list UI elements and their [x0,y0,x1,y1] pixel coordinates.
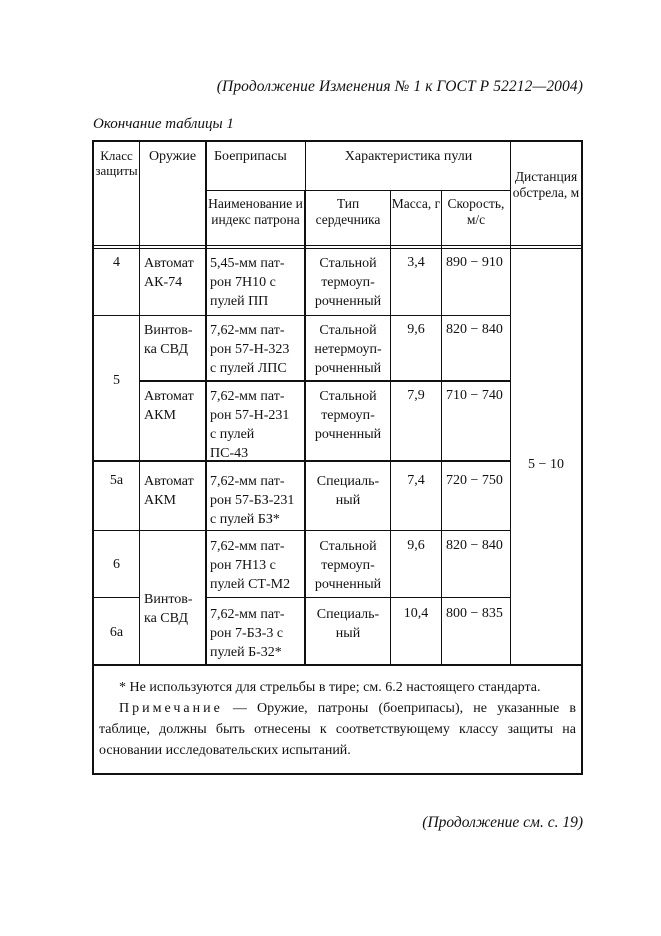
cell-speed-row6: 820 − 840 [446,538,503,553]
text-line: термоуп- [321,558,375,573]
page-header-note: (Продолжение Изменения № 1 к ГОСТ Р 52212—2004) [216,78,583,95]
cell-ammo-57n231 [207,387,304,463]
cell-weapon-svd-merged [144,590,206,628]
text-line: рочненный [314,294,382,309]
text-line: 7,62-мм пат- [210,389,285,404]
cell-mass-row5-akm: 7,9 [407,388,425,403]
text-line: рон 57-Н-231 [210,408,290,423]
cell-core-row4 [306,254,390,311]
cell-core-row5a [306,472,390,510]
header-subdivider [205,190,511,191]
cell-mass-row6a: 10,4 [403,606,429,621]
cell-class-6a: 6а [109,625,124,640]
text-line: Винтов- [144,592,193,607]
table-caption: Окончание таблицы 1 [93,116,234,132]
text-line: 7,62-мм пат- [210,323,285,338]
cell-weapon-svd-row5 [144,321,206,359]
header-ammo-name: Наименование и индекс патрона [208,196,303,227]
cell-speed-row5a: 720 − 750 [446,473,503,488]
cell-core-row6 [306,537,390,594]
cell-weapon-akm-row5 [144,387,206,425]
text-line: ПС-43 [210,446,249,461]
text-line: рон 7Н10 с [210,275,276,290]
header-class: Класс защиты [95,148,138,178]
cell-core-row6a [306,605,390,643]
cell-mass-row4: 3,4 [407,255,425,270]
text-line: Автомат [144,256,194,271]
row-sep-2 [139,380,511,382]
text-line: Стальной [319,256,377,271]
cell-weapon-akm-row5a [144,472,206,510]
text-line: с пулей [210,427,255,442]
text-line: термоуп- [321,408,375,423]
cell-class-6: 6 [113,557,120,572]
cell-ammo-7n13 [207,537,304,594]
text-line: ка СВД [144,342,188,357]
text-line: 7,62-мм пат- [210,474,285,489]
cell-ammo-57bz231 [207,472,304,529]
footnote-asterisk: * Не используются для стрельбы в тире; см. 6.2 настоящего стандарта. [119,680,541,695]
text-line: с пулей БЗ* [210,512,280,527]
cell-ammo-57n323 [207,321,304,378]
row-sep-5b [205,597,511,598]
cell-core-row5-akm [306,387,390,444]
text-line: Автомат [144,474,194,489]
header-speed: Скорость, м/с [447,196,505,227]
text-line: 5,45-мм пат- [210,256,285,271]
text-line: Стальной [319,389,377,404]
cell-core-row5-svd [306,321,390,378]
table-border-right [581,140,583,775]
cell-mass-row6: 9,6 [407,538,425,553]
text-line: рон 7-БЗ-3 с [210,626,284,641]
row-sep-1 [92,315,511,316]
text-line: рочненный [314,577,382,592]
table-body-bottom [92,664,583,666]
footnote-note [99,698,576,761]
text-line: рочненный [314,427,382,442]
cell-mass-row5-svd: 9,6 [407,322,425,337]
cell-distance-merged: 5 − 10 [528,457,564,472]
header-mass: Масса, г [391,196,441,211]
text-line: пулей ПП [210,294,269,309]
row-sep-5a [92,597,139,598]
text-line: рон 57-Н-323 [210,342,290,357]
text-line: Специаль- [316,607,380,622]
text-line: Специаль- [316,474,380,489]
header-bullet-characteristics: Характеристика пули [344,149,473,164]
text-line: термоуп- [321,275,375,290]
text-line: рочненный [314,361,382,376]
cell-weapon-ak74 [144,254,206,292]
text-line: пулей СТ-М2 [210,577,291,592]
text-line: АКМ [144,493,176,508]
cell-speed-row4: 890 − 910 [446,255,503,270]
row-sep-4 [92,530,511,531]
text-line: АК-74 [144,275,183,290]
text-line: 7,62-мм пат- [210,539,285,554]
page-footer-note: (Продолжение см. с. 19) [422,814,583,831]
note-text: — Оружие, патроны (боеприпасы), не указанные в таблице, должны быть отнесены к соответствующему классу защиты на основании исследовательских испытаний. [99,701,576,758]
text-line: рон 7Н13 с [210,558,276,573]
text-line: рон 57-БЗ-231 [210,493,295,508]
text-line: 7,62-мм пат- [210,607,285,622]
col-divider-class [139,140,140,665]
header-distance: Дистанция обстрела, м [512,169,580,200]
table-border-left [92,140,94,775]
text-line: Винтов- [144,323,193,338]
text-line: нетермоуп- [314,342,382,357]
table-border-bottom [92,773,583,775]
text-line: Стальной [319,539,377,554]
header-ammo: Боеприпасы [214,149,287,164]
cell-mass-row5a: 7,4 [407,473,425,488]
cell-speed-row5-svd: 820 − 840 [446,322,503,337]
text-line: ный [335,626,361,641]
text-line: АКМ [144,408,176,423]
col-divider-mass [441,190,442,665]
col-divider-speed [510,140,511,665]
col-divider-ammo-top [305,140,306,190]
header-core-type: Тип сердечника [315,196,381,227]
note-label: Примечание [119,701,223,716]
cell-class-5: 5 [113,373,120,388]
text-line: пулей Б-32* [210,645,282,660]
text-line: ный [335,493,361,508]
header-bottom-line-1 [92,245,583,246]
cell-speed-row6a: 800 − 835 [446,606,503,621]
text-line: с пулей ЛПС [210,361,287,376]
cell-speed-row5-akm: 710 − 740 [446,388,503,403]
text-line: Стальной [319,323,377,338]
cell-ammo-7n10 [207,254,304,311]
header-bottom-line-2 [92,248,583,249]
cell-class-5a: 5а [109,473,124,488]
text-line: ка СВД [144,611,188,626]
cell-ammo-7bz3 [207,605,304,662]
header-weapon: Оружие [148,149,197,164]
table-footnotes [99,677,576,761]
cell-class-4: 4 [113,255,120,270]
text-line: Автомат [144,389,194,404]
